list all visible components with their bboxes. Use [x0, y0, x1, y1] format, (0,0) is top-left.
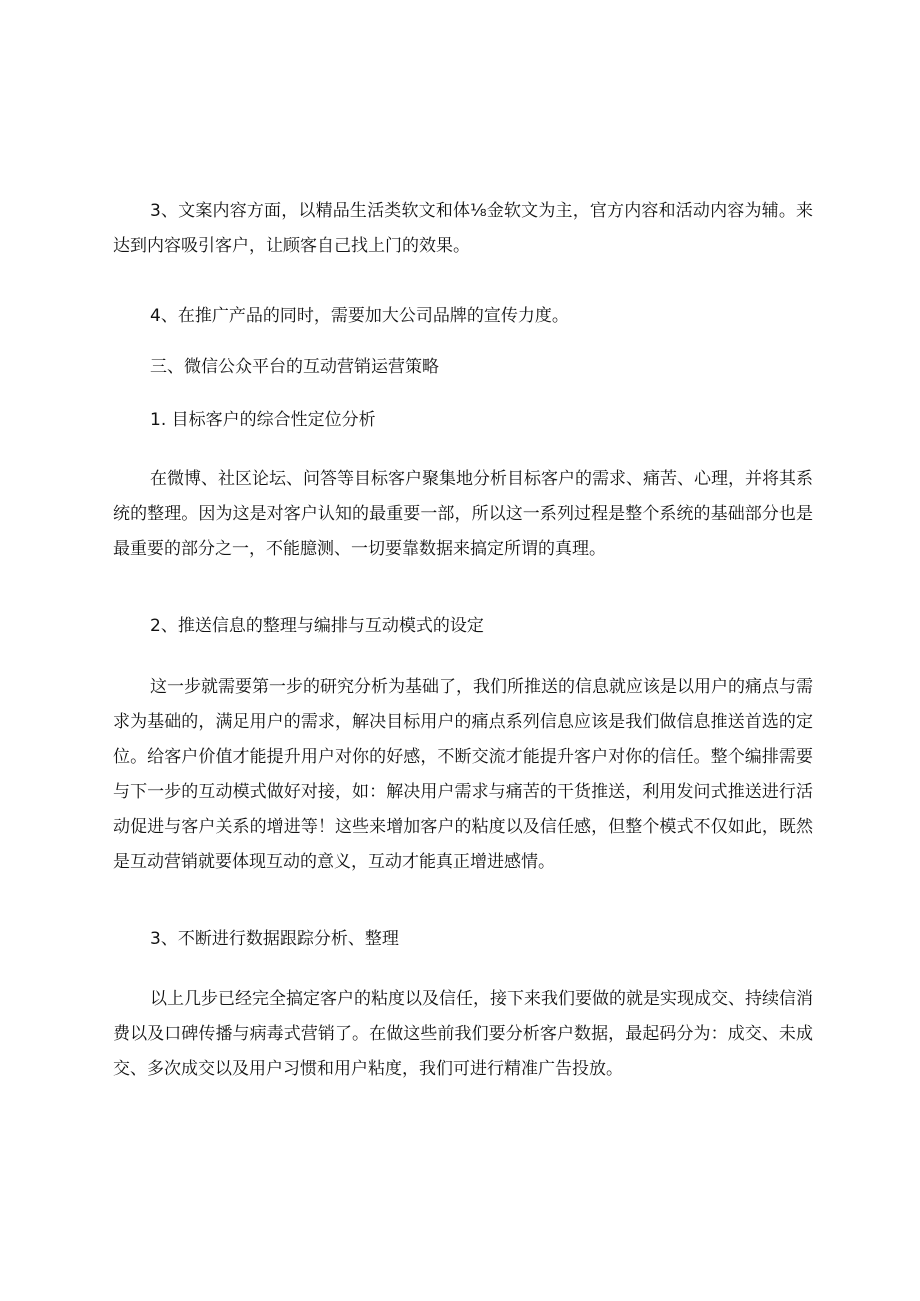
section-title-interactive-marketing: 三、微信公众平台的互动营销运营策略 [150, 357, 439, 377]
paragraph-data-tracking: 以上几步已经完全搞定客户的粘度以及信任，接下来我们要做的就是实现成交、持续信消费以及口碑传播与病毒式营销了。在做这些前我们要分析客户数据，最起码分为：成交、未成交、多次成交以及用户习惯和用户粘度，我们可进行精准广告投放。 [113, 989, 813, 1079]
subsection-title-target-customer: 1. 目标客户的综合性定位分析 [150, 410, 376, 430]
paragraph-target-customer-analysis: 在微博、社区论坛、问答等目标客户聚集地分析目标客户的需求、痛苦、心理，并将其系统的整理。因为这是对客户认知的最重要一部，所以这一系列过程是整个系统的基础部分也是最重要的部分之一，不能臆测、一切要靠数据来搞定所谓的真理。 [113, 469, 813, 559]
paragraph-brand-promotion: 4、在推广产品的同时，需要加大公司品牌的宣传力度。 [150, 306, 569, 326]
paragraph-copy-content: 3、文案内容方面，以精品生活类软文和体⅛金软文为主，官方内容和活动内容为辅。来达到内容吸引客户，让顾客自己找上门的效果。 [113, 201, 813, 256]
paragraph-message-arrangement: 这一步就需要第一步的研究分析为基础了，我们所推送的信息就应该是以用户的痛点与需求为基础的，满足用户的需求，解决目标用户的痛点系列信息应该是我们做信息推送首选的定位。给客户价值才能提升用户对你的好感，不断交流才能提升客户对你的信任。整个编排需要与下一步的互动模式做好对接，如：解决用户需求与痛苦的干货推送，利用发问式推送进行活动促进与客户关系的增进等！这些来增加客户的粘度以及信任感，但整个模式不仅如此，既然是互动营销就要体现互动的意义，互动才能真正增进感情。 [113, 677, 813, 872]
subsection-title-message-arrangement: 2、推送信息的整理与编排与互动模式的设定 [150, 616, 484, 636]
subsection-title-data-tracking: 3、不断进行数据跟踪分析、整理 [150, 929, 399, 949]
